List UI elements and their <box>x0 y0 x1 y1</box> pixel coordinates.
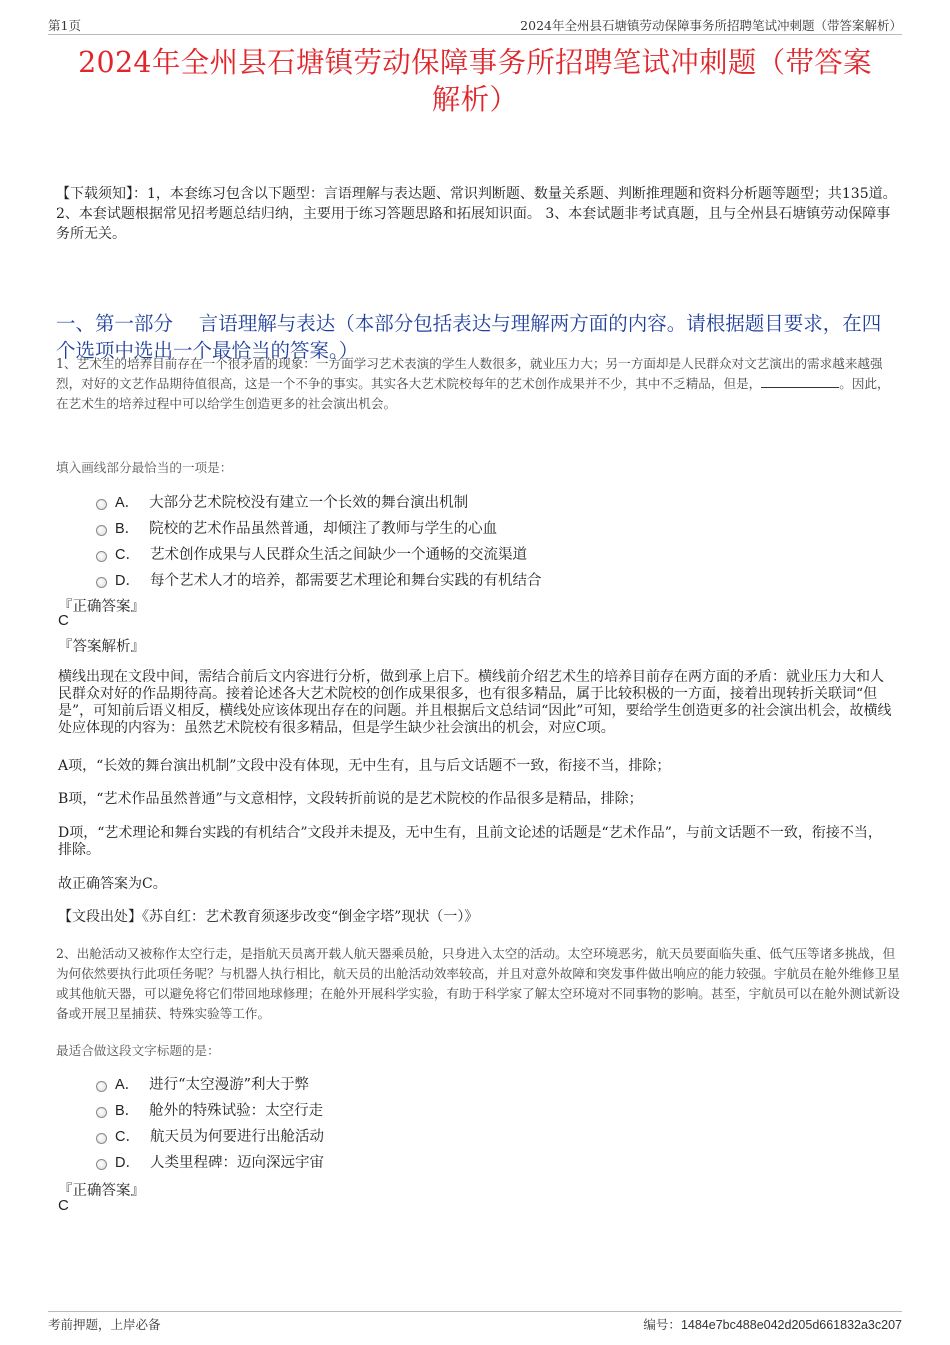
question-1-stem: 填入画线部分最恰当的一项是： <box>56 460 233 475</box>
answer-value: C <box>58 1197 69 1214</box>
page-header <box>48 14 902 35</box>
radio-icon[interactable] <box>96 1081 107 1092</box>
page-title <box>40 44 910 118</box>
radio-icon[interactable] <box>96 525 107 536</box>
page-number: 第1页 <box>48 18 81 33</box>
analysis-paragraph-2: A项，“长效的舞台演出机制”文段中没有体现，无中生有，且与后文话题不一致，衔接不当，排除； <box>58 758 671 774</box>
option-a[interactable]: A． 大部分艺术院校没有建立一个长效的舞台演出机制 <box>96 488 900 514</box>
radio-icon[interactable] <box>96 551 107 562</box>
document-code <box>643 1315 902 1333</box>
analysis-heading: 『答案解析』 <box>58 639 145 655</box>
question-2-text: 2、出舱活动又被称作太空行走，是指航天员离开载人航天器乘员舱，只身进入太空的活动。太空环境恶劣，航天员要面临失重、低气压等诸多挑战，但为何依然要执行此项任务呢？与机器人执行相比，航天员的出舱活动效率较高，并且对意外故障和突发事件做出响应的能力较强。宇航员在舱外维修卫星或其他航天器，可以避免将它们带回地球修理；在舱外开展科学实验，有助于科学家了解太空环境对不同事物的影响。甚至，宇航员可以在舱外测试新设备或开展卫星捕获、特殊实验等工作。 <box>56 946 900 1021</box>
title-line-1: 2024年全州县石塘镇劳动保障事务所招聘笔试冲刺题（带答案 <box>78 46 872 79</box>
radio-icon[interactable] <box>96 577 107 588</box>
header-doc-title: 2024年全州县石塘镇劳动保障事务所招聘笔试冲刺题（带答案解析） <box>520 18 902 33</box>
radio-icon[interactable] <box>96 1133 107 1144</box>
fill-blank <box>761 387 839 388</box>
question-1-text <box>56 354 900 414</box>
code-value: 1484e7bc488e042d205d661832a3c207 <box>680 1318 902 1332</box>
answer-value: C <box>58 612 69 629</box>
question-1-text-before: 1、艺术生的培养目前存在一个很矛盾的现象：一方面学习艺术表演的学生人数很多，就业压力大；另一方面却是人民群众对文艺演出的需求越来越强烈，对好的文艺作品期待值很高，这是一个不争的事实。其实各大艺术院校每年的艺术创作成果并不少，其中不乏精品，但是， <box>56 356 883 391</box>
analysis-paragraph-4: D项，“艺术理论和舞台实践的有机结合”文段并未提及，无中生有，且前文论述的话题是“艺术作品”，与前文话题不一致，衔接不当，排除。 <box>58 825 882 858</box>
footer-slogan: 考前押题，上岸必备 <box>48 1317 161 1332</box>
question-2-stem: 最适合做这段文字标题的是： <box>56 1043 220 1058</box>
answer-heading: 『正确答案』 <box>58 599 145 615</box>
answer-heading: 『正确答案』 <box>58 1183 145 1199</box>
analysis-paragraph-1: 横线出现在文段中间，需结合前后文内容进行分析，做到承上启下。横线前介绍艺术生的培养目前存在两方面的矛盾：就业压力大和人民群众对好的作品期待高。接着论述各大艺术院校的创作成果很多，也有很多精品，属于比较积极的一方面，接着出现转折关联词“但是”，可知前后语义相反，横线处应该体现出存在的问题。并且根据后文总结词“因此”可知，要给学生创造更多的社会演出机会，故横线处应体现的内容为：虽然艺术院校有很多精品，但是学生缺少社会演出的机会，对应C项。 <box>58 669 892 736</box>
code-label: 编号： <box>643 1317 681 1332</box>
question-1-text-after: 。因此，在艺术生的培养过程中可以给学生创造更多的社会演出机会。 <box>56 376 890 411</box>
option-c[interactable]: C． 艺术创作成果与人民群众生活之间缺少一个通畅的交流渠道 <box>96 540 900 566</box>
analysis-conclusion: 故正确答案为C。 <box>58 876 167 892</box>
option-d[interactable]: D． 人类里程碑：迈向深远宇宙 <box>96 1148 900 1174</box>
radio-icon[interactable] <box>96 1107 107 1118</box>
option-d[interactable]: D． 每个艺术人才的培养，都需要艺术理论和舞台实践的有机结合 <box>96 566 900 592</box>
download-notice: 【下载须知】：1，本套练习包含以下题型：言语理解与表达题、常识判断题、数量关系题、判断推理题和资料分析题等题型；共135道。 2、本套试题根据常见招考题总结归纳，主要用于练习答题思路和拓展知识面。 3、本套试题非考试真题，且与全州县石塘镇劳动保障事务所无关。 <box>56 186 897 242</box>
radio-icon[interactable] <box>96 1159 107 1170</box>
title-line-2: 解析） <box>431 83 519 116</box>
page-footer <box>48 1311 902 1336</box>
option-b[interactable]: B． 院校的艺术作品虽然普通，却倾注了教师与学生的心血 <box>96 514 900 540</box>
analysis-paragraph-3: B项，“艺术作品虽然普通”与文意相悖，文段转折前说的是艺术院校的作品很多是精品，排除； <box>58 791 643 807</box>
question-2-options <box>96 1070 900 1174</box>
option-c[interactable]: C． 航天员为何要进行出舱活动 <box>96 1122 900 1148</box>
option-b[interactable]: B． 舱外的特殊试验：太空行走 <box>96 1096 900 1122</box>
section-heading: 一、第一部分 言语理解与表达（本部分包括表达与理解两方面的内容。请根据题目要求，在四个选项中选出一个最恰当的答案。） <box>56 312 882 362</box>
passage-source: 【文段出处】《苏自红：艺术教育须逐步改变“倒金字塔”现状（一）》 <box>58 909 479 925</box>
question-1-options <box>96 488 900 592</box>
radio-icon[interactable] <box>96 499 107 510</box>
option-a[interactable]: A． 进行“太空漫游”利大于弊 <box>96 1070 900 1096</box>
